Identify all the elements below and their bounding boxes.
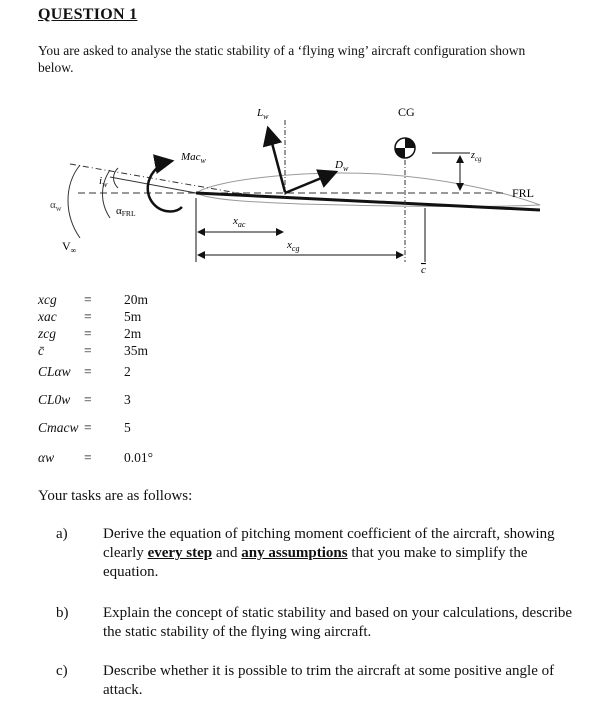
xcg-label: $x_{cg}$ [287,239,300,253]
param-value: 5m [124,309,142,324]
param-equals: = [84,392,92,407]
task-label: c) [56,663,68,679]
question-title: QUESTION 1 [38,6,138,23]
frl-label: FRL [512,186,535,200]
param-symbol: CL0w [38,392,71,407]
param-equals: = [84,292,92,307]
incidence-ref-line [110,177,196,193]
param-equals: = [84,309,92,324]
cg-symbol [395,138,415,158]
xac-label: $x_{ac}$ [233,215,246,229]
flying-wing-diagram [0,0,606,290]
task-label: b) [56,605,69,621]
question-intro: You are asked to analyse the static stability of a ‘flying wing’ aircraft configuration shown below. [38,43,526,75]
task-text: Describe whether it is possible to trim the aircraft at some positive angle of attack. [103,663,555,698]
alpha-frl-label: αFRL [116,205,136,218]
param-equals: = [84,343,92,358]
cbar-label: c [421,264,426,276]
moment-arc [148,161,182,211]
param-symbol: xac [38,309,57,324]
param-symbol: c̄ [38,343,44,358]
param-equals: = [84,420,92,435]
alpha-w-arc [68,165,80,238]
task-text: Explain the concept of static stability and based on your calculations, describe the static stability of the flying wing aircraft. [103,605,573,640]
iw-label: $i_w$ [99,175,108,189]
param-equals: = [84,326,92,341]
lift-arrow [268,128,285,192]
param-symbol: xcg [38,292,57,307]
emphasis-every-step: every step [147,545,213,561]
alpha-w-label: $\alpha_w$ [50,199,62,213]
param-value: 2 [124,364,131,379]
zcg-label: $z_{cg}$ [471,150,482,163]
param-value: 3 [124,392,131,407]
param-value: 5 [124,420,131,435]
param-value: 20m [124,292,149,307]
emphasis-any-assumptions: any assumptions [241,545,348,561]
v-inf-label: $V_\infty$ [62,239,77,255]
task-text: Derive the equation of pitching moment coefficient of the aircraft, showing clearly every step and any assumptions that you make to simplify the equation. [103,526,555,580]
lift-label: $L_w$ [257,107,269,121]
drag-label: $D_w$ [335,159,349,173]
param-symbol: αw [38,450,55,465]
param-value: 0.01° [124,450,154,465]
cg-label: CG [398,105,415,119]
tasks-intro: Your tasks are as follows: [38,488,193,504]
alpha-frl-arc [103,170,111,218]
param-value: 35m [124,343,149,358]
param-value: 2m [124,326,142,341]
task-label: a) [56,526,68,542]
freestream-line [70,164,255,196]
mac-label: Mac$_w$ [181,151,206,165]
param-symbol: zcg [38,326,56,341]
param-symbol: CLαw [38,364,71,379]
param-symbol: Cmacw [38,420,79,435]
param-equals: = [84,450,92,465]
param-equals: = [84,364,92,379]
